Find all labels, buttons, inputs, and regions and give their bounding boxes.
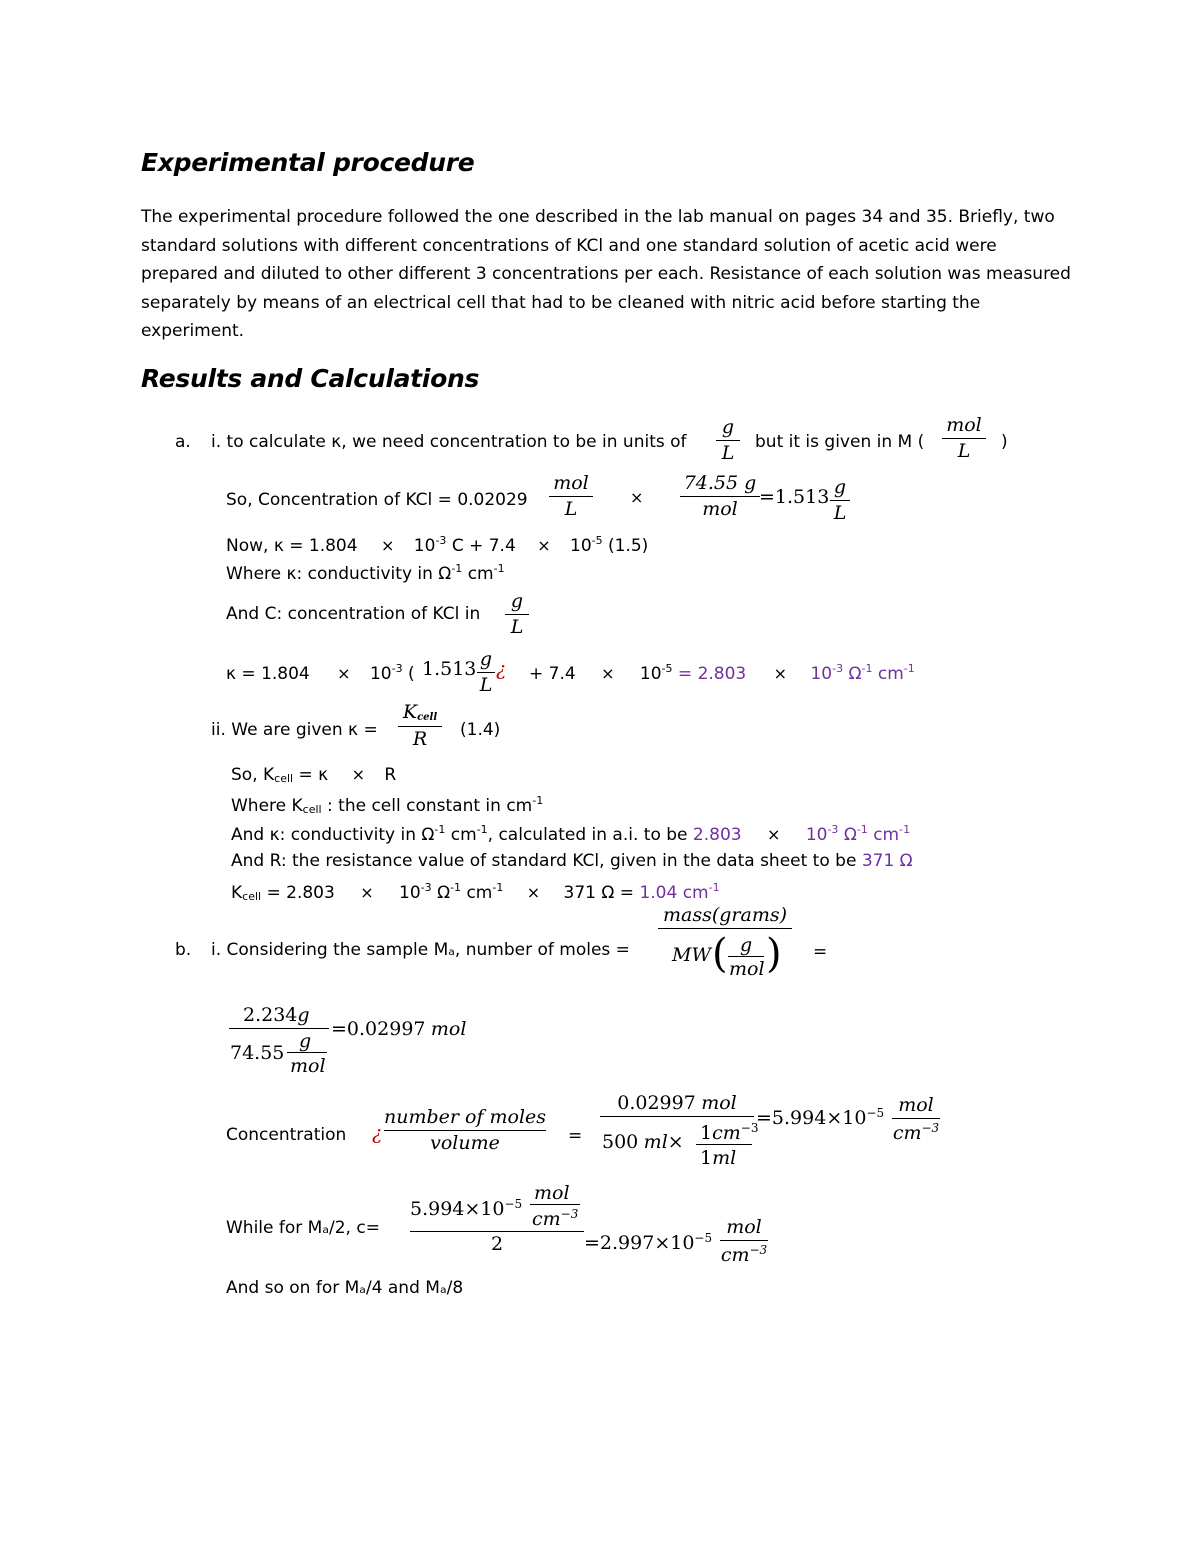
moles-result: =0.02997 mol	[331, 1018, 467, 1040]
dilution-result: $=2.997\times 10^{-5}$	[584, 1231, 713, 1254]
concentration-label: Concentration	[226, 1125, 347, 1145]
fraction-g-per-L-5: g L	[477, 650, 495, 695]
ii-given-text: ii. We are given κ =	[211, 720, 378, 740]
fraction-dilution: $5.994\times 10^{-5}$ mol $cm^{-3}$ 2	[410, 1184, 584, 1254]
item-b-label: b.	[175, 940, 192, 960]
fraction-g-per-L: g L	[716, 418, 740, 463]
procedure-heading: Experimental procedure	[141, 148, 475, 177]
kappa-calculation: $\kappa = 1.804 \times 10^{-3}$ (	[226, 662, 415, 684]
inverted-question-mark: ¿	[496, 658, 507, 680]
b-equals: =	[813, 942, 828, 962]
fraction-moles-calc: 2.234g 74.55 g mol	[229, 1006, 329, 1080]
results-heading: Results and Calculations	[141, 364, 480, 393]
inverted-question-mark-2: ¿	[372, 1122, 383, 1144]
result-1513: =1.513	[759, 486, 830, 508]
a-line1-text: i. to calculate κ, we need concentration to be in units of	[211, 432, 687, 452]
fraction-mol-per-cm3: mol $cm^{-3}$	[892, 1094, 940, 1144]
conc-equals: =	[568, 1126, 583, 1146]
and-so-on-text: And so on for Mₐ/4 and Mₐ/8	[226, 1278, 464, 1298]
b-line1-text: i. Considering the sample Mₐ, number of moles =	[211, 940, 630, 960]
kcell-result: $K_{cell} = 2.803 \times 10^{-3}$ $\Omega^{-1}$ $cm^{-1} \times 371$ Ω = 1.04 $cm^{-1}$	[231, 881, 720, 903]
fraction-conc-calc: 0.02997 mol 500 ml× $1cm^{-3}$ 1ml	[602, 1092, 759, 1169]
item-a-label: a.	[175, 432, 191, 452]
times-sign: ×	[630, 488, 644, 507]
and-r: And R: the resistance value of standard KCl, given in the data sheet to be 371 Ω	[231, 851, 913, 871]
so-kcell: So, $K_{cell} = \kappa \times R$	[231, 765, 397, 785]
concentration-kcl-text: So, Concentration of KCl = 0.02029	[226, 490, 528, 510]
fraction-mol-per-L-2: mol L	[549, 474, 593, 519]
and-c-text: And C: concentration of KCl in	[226, 604, 481, 624]
fraction-kcell-over-r: $K_{cell}$ R	[398, 703, 442, 749]
fraction-mol-per-cm3-2: mol $cm^{-3}$	[720, 1216, 768, 1266]
fraction-g-per-L-3: g L	[830, 478, 850, 523]
a-line1-mid: but it is given in M (	[755, 432, 925, 452]
fraction-g-per-L-4: g L	[505, 592, 529, 637]
fraction-mass-over-mw: mass(grams) MW ( g mol )	[658, 906, 792, 984]
procedure-paragraph: The experimental procedure followed the one described in the lab manual on pages 34 and 35. Briefly, two standard solutions with different concentrations of KCl and one standard solution of acetic acid were prepared and diluted to other different 3 concentrations per each. Resistance of each solution was measured separately by means of an electrical cell that had to be cleaned with nitric acid before starting the experiment.	[141, 207, 1071, 342]
value-1513: 1.513	[422, 658, 477, 680]
a-line1-close: )	[1001, 432, 1008, 452]
kappa-calculation-rest: + $7.4 \times 10^{-5} = 2.803 \times 10^{-3}$ $\Omega^{-1}$ $cm^{-1}$	[529, 662, 915, 684]
eq-ref-1-4: (1.4)	[460, 720, 501, 740]
where-kappa: Where κ: conductivity in $\Omega^{-1}$ $cm^{-1}$	[226, 562, 505, 584]
while-for-text: While for Mₐ/2, c=	[226, 1218, 380, 1238]
kappa-equation: Now, $\kappa = 1.804 \times 10^{-3}$ $C + 7.4 \times 10^{-5}$ (1.5)	[226, 534, 649, 556]
fraction-kcl-molar-mass: 74.55 g mol	[680, 474, 760, 519]
fraction-moles-over-volume: number of moles volume	[384, 1106, 547, 1154]
conc-result: $=5.994\times 10^{-5}$	[756, 1106, 885, 1129]
fraction-mol-per-L: mol L	[942, 416, 986, 461]
and-kappa: And κ: conductivity in $\Omega^{-1}$ $cm^{-1}$, calculated in a.i. to be $2.803 \times 10^{-3}$ $\Omega^{-1}$ $cm^{-1}$	[231, 823, 911, 845]
where-kcell: Where $K_{cell}$ : the cell constant in $cm^{-1}$	[231, 794, 544, 816]
